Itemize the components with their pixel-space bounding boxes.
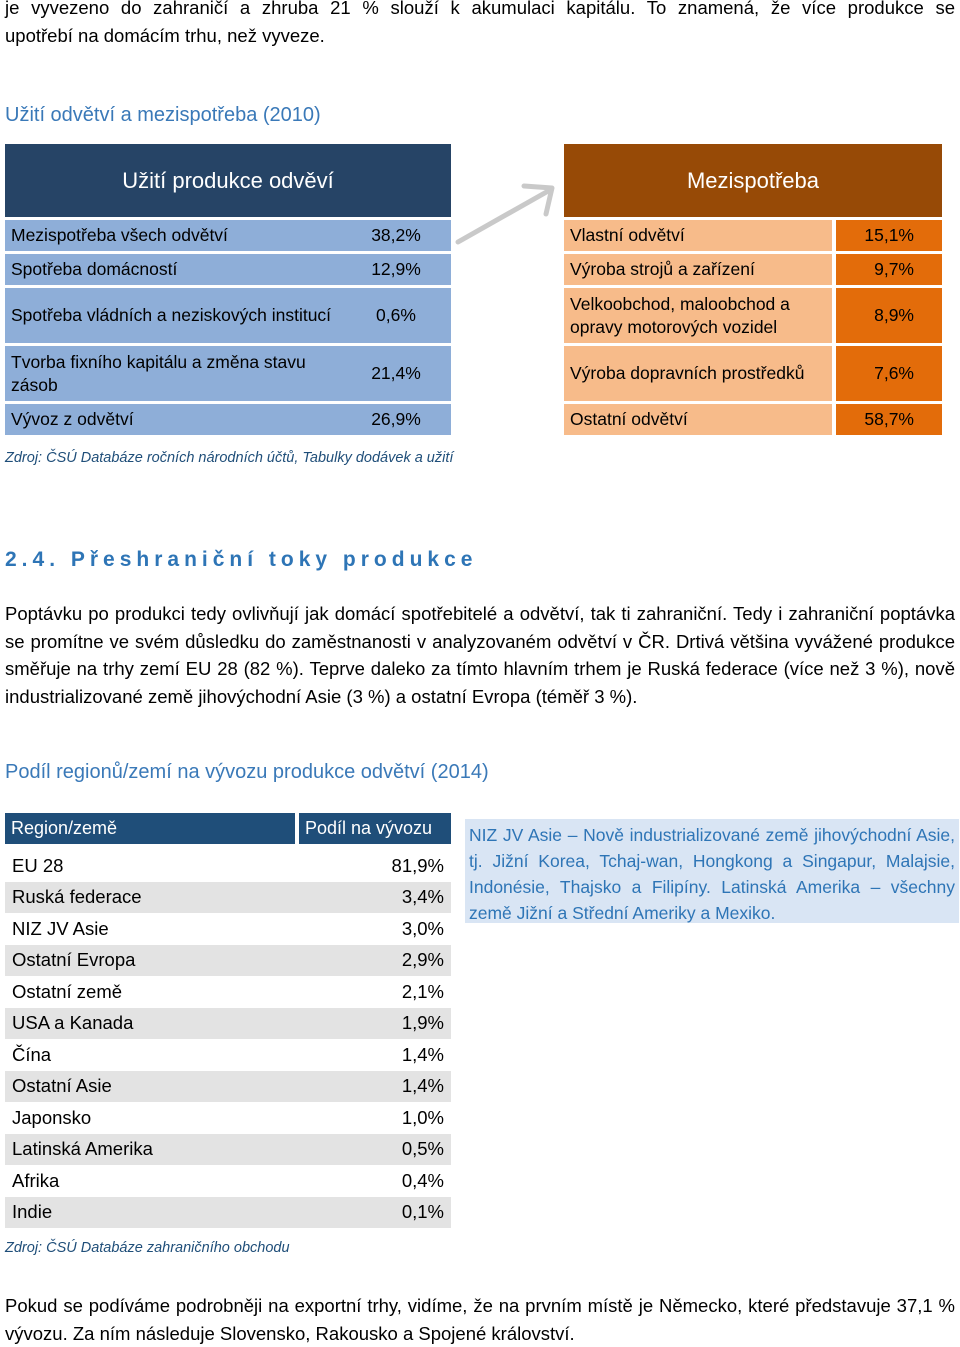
left-row-label: Tvorba fixního kapitálu a změna stavu zásob xyxy=(5,346,341,401)
region-share: 2,1% xyxy=(401,980,444,1002)
left-row-label: Vývoz z odvětví xyxy=(5,404,341,435)
region-share: 0,5% xyxy=(401,1138,444,1160)
closing-paragraph: Pokud se podíváme podrobněji na exportní trhy, vidíme, že na prvním místě je Německo, které představuje 37,1 % vývozu. Za ním následuje Slovensko, Rakousko a Spojené království. xyxy=(5,1295,955,1344)
region-name: Japonsko xyxy=(12,1106,92,1128)
region-share: 2,9% xyxy=(401,949,444,971)
region-name: Ostatní země xyxy=(12,980,123,1002)
abbreviation-note: NIZ JV Asie – Nově industrializované země jihovýchodní Asie, tj. Jižní Korea, Tchaj-wan, Hongkong a Singapur, Malajsie, Indonésie, Thajsko a Filipíny. Latinská Amerika – všechny země Jižní a Střední Ameriky a Mexiko. xyxy=(465,819,959,923)
table-row xyxy=(5,1134,451,1166)
table1-left-row xyxy=(5,254,451,285)
left-row-label: Spotřeba domácností xyxy=(5,254,341,285)
region-name: Afrika xyxy=(12,1169,60,1191)
right-row-value: 58,7% xyxy=(836,404,942,435)
table1-right-header: Mezispotřeba xyxy=(564,144,942,217)
right-row-label: Vlastní odvětví xyxy=(564,220,832,251)
table-row xyxy=(5,1197,451,1229)
region-share: 1,4% xyxy=(401,1075,444,1097)
region-name: Ostatní Evropa xyxy=(12,949,136,971)
region-name: Indie xyxy=(12,1201,53,1223)
table1-left-row xyxy=(5,288,451,343)
intro-paragraph xyxy=(5,0,955,50)
col-share-header: Podíl na vývozu xyxy=(299,813,451,844)
region-share: 1,4% xyxy=(401,1043,444,1065)
region-name: EU 28 xyxy=(12,854,64,876)
region-share: 0,1% xyxy=(401,1201,444,1223)
right-row-value: 8,9% xyxy=(836,288,942,343)
right-row-label: Ostatní odvětví xyxy=(564,404,832,435)
left-row-value: 21,4% xyxy=(341,346,451,401)
left-row-value: 38,2% xyxy=(341,220,451,251)
table2-header xyxy=(5,813,451,844)
table1-left-row xyxy=(5,220,451,251)
section-title: 2.4. Přeshraniční toky produkce xyxy=(5,548,478,571)
region-name: Čína xyxy=(12,1043,52,1065)
table-row xyxy=(5,913,451,945)
col-region-header: Region/země xyxy=(5,813,295,844)
region-name: NIZ JV Asie xyxy=(12,917,109,939)
region-share: 1,0% xyxy=(401,1106,444,1128)
region-share: 0,4% xyxy=(401,1169,444,1191)
region-name: Latinská Amerika xyxy=(12,1138,153,1160)
table-row xyxy=(5,976,451,1008)
right-row-label: Výroba strojů a zařízení xyxy=(564,254,832,285)
intro-line-2: upotřebí na domácím trhu, než vyveze. xyxy=(5,25,325,46)
arrow-icon xyxy=(452,180,562,250)
table1-left-row xyxy=(5,404,451,435)
region-share: 1,9% xyxy=(401,1012,444,1034)
region-name: Ostatní Asie xyxy=(12,1075,112,1097)
table-row xyxy=(5,850,451,882)
right-row-value: 7,6% xyxy=(836,346,942,401)
table-row xyxy=(5,1071,451,1103)
table1-caption: Užití odvětví a mezispotřeba (2010) xyxy=(5,104,321,126)
right-row-label: Výroba dopravních prostředků xyxy=(564,346,832,401)
table-row xyxy=(5,1102,451,1134)
export-share-table xyxy=(5,813,451,1228)
left-row-value: 12,9% xyxy=(341,254,451,285)
region-share: 3,4% xyxy=(401,886,444,908)
right-row-value: 9,7% xyxy=(836,254,942,285)
left-row-label: Spotřeba vládních a neziskových institucí xyxy=(5,288,341,343)
table-row xyxy=(5,1165,451,1197)
table1-right-row xyxy=(564,220,942,251)
table1-right-row xyxy=(564,404,942,435)
table-row xyxy=(5,882,451,914)
table1-left-header: Užití produkce odvěví xyxy=(5,144,451,217)
left-row-value: 26,9% xyxy=(341,404,451,435)
region-share: 81,9% xyxy=(391,854,444,876)
right-row-label: Velkoobchod, maloobchod a opravy motorových vozidel xyxy=(564,288,832,343)
table-row xyxy=(5,945,451,977)
table1-left-row xyxy=(5,346,451,401)
left-row-value: 0,6% xyxy=(341,288,451,343)
table1-right-row xyxy=(564,254,942,285)
region-name: USA a Kanada xyxy=(12,1012,134,1034)
table1-right-row xyxy=(564,288,942,343)
region-name: Ruská federace xyxy=(12,886,142,908)
table1-source: Zdroj: ČSÚ Databáze ročních národních účtů, Tabulky dodávek a užití xyxy=(5,450,454,466)
table2-caption: Podíl regionů/zemí na vývozu produkce odvětví (2014) xyxy=(5,761,489,783)
intro-line-1: je vyvezeno do zahraničí a zhruba 21 % slouží k akumulaci kapitálu. To znamená, že více produkce se xyxy=(5,0,955,18)
region-share: 3,0% xyxy=(401,917,444,939)
left-row-label: Mezispotřeba všech odvětví xyxy=(5,220,341,251)
right-row-value: 15,1% xyxy=(836,220,942,251)
section-paragraph: Poptávku po produkci tedy ovlivňují jak domácí spotřebitelé a odvětví, tak ti zahraniční. Tedy i zahraniční poptávka se promítne ve svém důsledku do zaměstnanosti v analyzovaném odvětví v ČR. Drtivá většina vyvážené produkce směřuje na trhy zemí EU 28 (82 %). Teprve daleko za tímto hlavním trhem je Ruská federace (více než 3 %), nově industrializované země jihovýchodní Asie (3 %) a ostatní Evropa (téměř 3 %). xyxy=(5,603,955,707)
table-row xyxy=(5,1039,451,1071)
table1-right-row xyxy=(564,346,942,401)
table2-source: Zdroj: ČSÚ Databáze zahraničního obchodu xyxy=(5,1240,290,1256)
table-row xyxy=(5,1008,451,1040)
